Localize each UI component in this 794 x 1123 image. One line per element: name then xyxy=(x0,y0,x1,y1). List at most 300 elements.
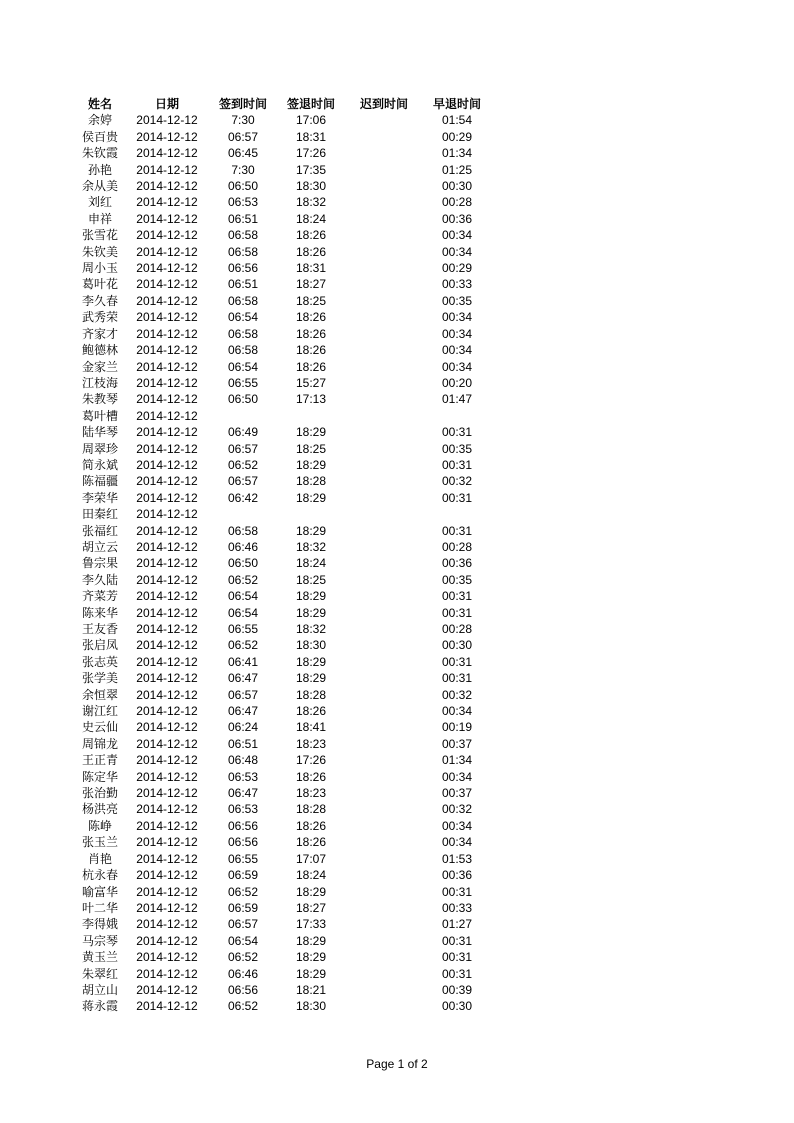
cell-late xyxy=(348,244,420,260)
table-header xyxy=(78,96,494,112)
cell-sign-out: 18:26 xyxy=(295,835,327,850)
cell-sign-in: 06:53 xyxy=(227,802,259,817)
cell-sign-out: 18:28 xyxy=(295,474,327,489)
header-late-time: 迟到时间 xyxy=(359,97,408,111)
cell-late xyxy=(348,490,420,506)
cell-late xyxy=(348,637,420,653)
cell-late xyxy=(348,211,420,227)
cell-late xyxy=(348,687,420,703)
cell-name: 李荣华 xyxy=(81,490,118,505)
cell-date: 2014-12-12 xyxy=(136,900,198,915)
table-row xyxy=(78,654,494,670)
cell-late xyxy=(348,359,420,375)
cell-name: 侯百贵 xyxy=(81,129,118,144)
cell-sign-in: 06:58 xyxy=(227,343,259,358)
cell-sign-in: 06:46 xyxy=(227,966,259,981)
cell-name: 刘红 xyxy=(87,195,112,210)
cell-early-leave: 00:31 xyxy=(441,966,473,981)
cell-late xyxy=(348,966,420,982)
cell-name: 鲁宗果 xyxy=(81,556,118,571)
cell-sign-out: 18:26 xyxy=(295,818,327,833)
cell-date: 2014-12-12 xyxy=(136,786,198,801)
cell-early-leave: 00:32 xyxy=(441,802,473,817)
header-name: 姓名 xyxy=(87,97,112,111)
cell-early-leave: 00:30 xyxy=(441,638,473,653)
cell-date: 2014-12-12 xyxy=(136,293,198,308)
table-row xyxy=(78,867,494,883)
table-row xyxy=(78,194,494,210)
cell-late xyxy=(348,473,420,489)
cell-date: 2014-12-12 xyxy=(136,966,198,981)
cell-late xyxy=(348,162,420,178)
cell-sign-in: 06:58 xyxy=(227,244,259,259)
cell-name: 张治勤 xyxy=(81,786,118,801)
table-row xyxy=(78,309,494,325)
cell-late xyxy=(348,260,420,276)
cell-sign-in: 06:52 xyxy=(227,884,259,899)
cell-late xyxy=(348,851,420,867)
cell-name: 朱钦美 xyxy=(81,244,118,259)
cell-late xyxy=(348,227,420,243)
cell-name: 胡立山 xyxy=(81,982,118,997)
cell-sign-out: 18:32 xyxy=(295,622,327,636)
cell-late xyxy=(348,342,420,358)
cell-name: 朱钦霞 xyxy=(81,146,118,161)
cell-sign-in: 06:47 xyxy=(227,786,259,801)
cell-sign-in: 06:58 xyxy=(227,523,259,538)
cell-date: 2014-12-12 xyxy=(136,507,198,522)
cell-date: 2014-12-12 xyxy=(136,556,198,571)
cell-sign-out: 18:29 xyxy=(295,490,327,505)
cell-sign-out: 18:26 xyxy=(295,704,327,719)
cell-sign-in: 06:58 xyxy=(227,293,259,308)
cell-sign-in: 06:57 xyxy=(227,917,259,932)
cell-date: 2014-12-12 xyxy=(136,326,198,341)
cell-late xyxy=(348,588,420,604)
cell-sign-in: 06:57 xyxy=(227,474,259,489)
cell-name: 孙艳 xyxy=(87,162,112,177)
cell-sign-out: 18:32 xyxy=(295,539,327,554)
cell-date: 2014-12-12 xyxy=(136,933,198,948)
cell-early-leave: 00:34 xyxy=(441,310,473,325)
table-row xyxy=(78,506,494,522)
cell-sign-out: 17:26 xyxy=(295,753,327,768)
cell-sign-out: 18:26 xyxy=(295,326,327,341)
cell-early-leave: 00:34 xyxy=(441,343,473,358)
table-row xyxy=(78,441,494,457)
table-row xyxy=(78,769,494,785)
cell-name: 余恒翠 xyxy=(81,687,118,702)
cell-sign-out: 18:25 xyxy=(295,572,327,587)
cell-date: 2014-12-12 xyxy=(136,490,198,505)
table-row xyxy=(78,588,494,604)
cell-early-leave: 00:34 xyxy=(441,704,473,719)
cell-sign-out: 18:29 xyxy=(295,425,327,440)
cell-late xyxy=(348,424,420,440)
cell-sign-out: 17:33 xyxy=(295,917,327,932)
cell-sign-in: 06:56 xyxy=(227,261,259,276)
cell-sign-out: 18:21 xyxy=(295,982,327,997)
cell-sign-in: 06:56 xyxy=(227,982,259,997)
table-row xyxy=(78,736,494,752)
cell-name: 申祥 xyxy=(87,211,112,226)
table-row xyxy=(78,949,494,965)
table-row xyxy=(78,834,494,850)
table-row xyxy=(78,703,494,719)
cell-sign-out: 18:41 xyxy=(295,720,327,735)
cell-early-leave: 00:31 xyxy=(441,884,473,899)
table-row xyxy=(78,162,494,178)
cell-early-leave: 00:20 xyxy=(441,375,473,390)
table-row xyxy=(78,457,494,473)
cell-date: 2014-12-12 xyxy=(136,425,198,440)
table-row xyxy=(78,884,494,900)
table-row xyxy=(78,293,494,309)
cell-date: 2014-12-12 xyxy=(136,228,198,243)
cell-date: 2014-12-12 xyxy=(136,835,198,850)
cell-name: 胡立云 xyxy=(81,539,118,554)
cell-sign-in: 06:59 xyxy=(227,900,259,915)
cell-sign-out: 18:29 xyxy=(295,654,327,669)
cell-early-leave: 00:35 xyxy=(441,441,473,456)
attendance-table xyxy=(78,96,494,1015)
table-row xyxy=(78,621,494,637)
cell-late xyxy=(348,408,420,424)
table-row xyxy=(78,145,494,161)
cell-sign-out: 18:24 xyxy=(295,556,327,571)
cell-late xyxy=(348,949,420,965)
cell-date: 2014-12-12 xyxy=(136,851,198,866)
cell-date: 2014-12-12 xyxy=(136,818,198,833)
cell-sign-in: 7:30 xyxy=(231,162,255,177)
cell-late xyxy=(348,326,420,342)
cell-late xyxy=(348,884,420,900)
cell-sign-in: 06:48 xyxy=(227,753,259,768)
cell-name: 周翠珍 xyxy=(81,441,118,456)
cell-name: 金家兰 xyxy=(81,359,118,374)
cell-name: 张玉兰 xyxy=(81,835,118,850)
cell-sign-in: 7:30 xyxy=(231,113,255,128)
table-row xyxy=(78,818,494,834)
cell-late xyxy=(348,145,420,161)
cell-early-leave: 00:28 xyxy=(441,622,473,636)
cell-late xyxy=(348,801,420,817)
cell-late xyxy=(348,867,420,883)
cell-early-leave: 00:31 xyxy=(441,605,473,620)
cell-name: 黄玉兰 xyxy=(81,950,118,965)
cell-early-leave: 00:32 xyxy=(441,474,473,489)
cell-early-leave: 00:28 xyxy=(441,539,473,554)
cell-early-leave: 01:54 xyxy=(441,113,473,128)
cell-early-leave: 00:33 xyxy=(441,900,473,915)
table-row xyxy=(78,276,494,292)
cell-sign-out: 18:30 xyxy=(295,638,327,653)
cell-early-leave: 00:35 xyxy=(441,293,473,308)
cell-late xyxy=(348,572,420,588)
cell-date: 2014-12-12 xyxy=(136,310,198,325)
table-row xyxy=(78,851,494,867)
cell-late xyxy=(348,441,420,457)
cell-sign-out: 15:27 xyxy=(295,375,327,390)
cell-sign-out: 18:29 xyxy=(295,933,327,948)
table-row xyxy=(78,900,494,916)
cell-late xyxy=(348,785,420,801)
table-row xyxy=(78,933,494,949)
cell-date: 2014-12-12 xyxy=(136,277,198,292)
cell-early-leave: 00:34 xyxy=(441,769,473,784)
cell-date: 2014-12-12 xyxy=(136,457,198,472)
cell-late xyxy=(348,309,420,325)
cell-name: 张志英 xyxy=(81,654,118,669)
cell-date: 2014-12-12 xyxy=(136,868,198,883)
cell-date: 2014-12-12 xyxy=(136,720,198,735)
table-row xyxy=(78,112,494,128)
cell-late xyxy=(348,834,420,850)
cell-date: 2014-12-12 xyxy=(136,950,198,965)
table-row xyxy=(78,966,494,982)
cell-date: 2014-12-12 xyxy=(136,999,198,1014)
cell-sign-out: 18:29 xyxy=(295,884,327,899)
cell-sign-in: 06:50 xyxy=(227,556,259,571)
cell-early-leave: 00:34 xyxy=(441,228,473,243)
cell-date: 2014-12-12 xyxy=(136,671,198,686)
cell-sign-out xyxy=(274,408,348,424)
cell-sign-in: 06:52 xyxy=(227,999,259,1014)
header-date: 日期 xyxy=(154,97,179,111)
cell-date: 2014-12-12 xyxy=(136,539,198,554)
table-row xyxy=(78,391,494,407)
cell-sign-out: 18:26 xyxy=(295,359,327,374)
cell-sign-out: 17:26 xyxy=(295,146,327,161)
cell-date: 2014-12-12 xyxy=(136,392,198,407)
cell-sign-out: 18:29 xyxy=(295,523,327,538)
cell-sign-out: 18:26 xyxy=(295,244,327,259)
cell-early-leave: 00:34 xyxy=(441,835,473,850)
cell-sign-in: 06:24 xyxy=(227,720,259,735)
cell-sign-in: 06:46 xyxy=(227,539,259,554)
table-row xyxy=(78,982,494,998)
cell-early-leave: 00:35 xyxy=(441,572,473,587)
cell-date: 2014-12-12 xyxy=(136,769,198,784)
cell-sign-out: 18:28 xyxy=(295,802,327,817)
cell-name: 陈福疆 xyxy=(81,474,118,489)
cell-early-leave xyxy=(420,408,494,424)
cell-sign-in: 06:54 xyxy=(227,589,259,604)
cell-late xyxy=(348,769,420,785)
cell-name: 葛叶花 xyxy=(81,277,118,292)
cell-date: 2014-12-12 xyxy=(136,687,198,702)
cell-early-leave: 00:32 xyxy=(441,687,473,702)
cell-early-leave: 00:37 xyxy=(441,786,473,801)
cell-name: 周小玉 xyxy=(81,261,118,276)
cell-early-leave: 00:29 xyxy=(441,129,473,144)
cell-early-leave: 00:28 xyxy=(441,195,473,210)
cell-early-leave: 01:47 xyxy=(441,392,473,407)
cell-name: 李得娥 xyxy=(81,917,118,932)
cell-sign-out: 17:06 xyxy=(295,113,327,128)
table-row xyxy=(78,572,494,588)
cell-early-leave: 00:34 xyxy=(441,244,473,259)
table-row xyxy=(78,178,494,194)
cell-sign-in: 06:50 xyxy=(227,179,259,194)
cell-date: 2014-12-12 xyxy=(136,474,198,489)
cell-name: 鲍德林 xyxy=(81,343,118,358)
cell-date: 2014-12-12 xyxy=(136,622,198,636)
cell-sign-out: 18:29 xyxy=(295,589,327,604)
cell-sign-in: 06:56 xyxy=(227,835,259,850)
header-sign-out-time: 签退时间 xyxy=(286,97,335,111)
cell-early-leave: 00:36 xyxy=(441,211,473,226)
cell-date: 2014-12-12 xyxy=(136,884,198,899)
cell-early-leave: 00:31 xyxy=(441,654,473,669)
cell-early-leave xyxy=(420,506,494,522)
cell-sign-in: 06:41 xyxy=(227,654,259,669)
cell-early-leave: 00:30 xyxy=(441,179,473,194)
cell-name: 谢江红 xyxy=(81,704,118,719)
table-row xyxy=(78,227,494,243)
cell-date: 2014-12-12 xyxy=(136,359,198,374)
cell-late xyxy=(348,391,420,407)
cell-sign-in: 06:57 xyxy=(227,687,259,702)
cell-late xyxy=(348,112,420,128)
cell-early-leave: 00:30 xyxy=(441,999,473,1014)
cell-sign-in: 06:58 xyxy=(227,228,259,243)
cell-late xyxy=(348,703,420,719)
cell-late xyxy=(348,719,420,735)
table-row xyxy=(78,129,494,145)
cell-sign-out: 17:13 xyxy=(295,392,327,407)
table-row xyxy=(78,359,494,375)
table-row xyxy=(78,326,494,342)
cell-sign-out: 18:29 xyxy=(295,605,327,620)
cell-date: 2014-12-12 xyxy=(136,704,198,719)
cell-sign-in: 06:55 xyxy=(227,375,259,390)
cell-sign-in: 06:45 xyxy=(227,146,259,161)
header-early-leave-time: 早退时间 xyxy=(432,97,481,111)
cell-early-leave: 00:33 xyxy=(441,277,473,292)
cell-sign-out: 18:29 xyxy=(295,457,327,472)
cell-sign-out: 17:07 xyxy=(295,851,327,866)
cell-sign-out: 18:23 xyxy=(295,786,327,801)
table-row xyxy=(78,719,494,735)
cell-late xyxy=(348,293,420,309)
cell-sign-out: 18:29 xyxy=(295,671,327,686)
cell-sign-out: 18:32 xyxy=(295,195,327,210)
table-row xyxy=(78,605,494,621)
cell-sign-in: 06:57 xyxy=(227,129,259,144)
cell-date: 2014-12-12 xyxy=(136,343,198,358)
cell-late xyxy=(348,818,420,834)
cell-sign-in: 06:51 xyxy=(227,736,259,751)
cell-date: 2014-12-12 xyxy=(136,146,198,161)
cell-sign-out: 18:26 xyxy=(295,769,327,784)
cell-name: 齐菜芳 xyxy=(81,589,118,604)
cell-date: 2014-12-12 xyxy=(136,129,198,144)
cell-sign-in: 06:58 xyxy=(227,326,259,341)
cell-date: 2014-12-12 xyxy=(136,802,198,817)
table-row xyxy=(78,211,494,227)
cell-late xyxy=(348,539,420,555)
cell-late xyxy=(348,457,420,473)
cell-late xyxy=(348,933,420,949)
cell-early-leave: 00:34 xyxy=(441,818,473,833)
cell-sign-out: 18:26 xyxy=(295,310,327,325)
table-row xyxy=(78,637,494,653)
cell-name: 张学美 xyxy=(81,671,118,686)
cell-sign-out: 18:25 xyxy=(295,441,327,456)
cell-sign-in: 06:51 xyxy=(227,277,259,292)
cell-sign-in: 06:51 xyxy=(227,211,259,226)
cell-sign-in: 06:56 xyxy=(227,818,259,833)
cell-sign-out: 18:28 xyxy=(295,687,327,702)
cell-date: 2014-12-12 xyxy=(136,654,198,669)
cell-late xyxy=(348,129,420,145)
table-row xyxy=(78,687,494,703)
cell-date: 2014-12-12 xyxy=(136,523,198,538)
table-row xyxy=(78,998,494,1014)
cell-early-leave: 00:31 xyxy=(441,933,473,948)
cell-name: 肖艳 xyxy=(87,851,112,866)
cell-name: 马宗琴 xyxy=(81,933,118,948)
cell-sign-in: 06:55 xyxy=(227,851,259,866)
cell-sign-out: 18:27 xyxy=(295,900,327,915)
table-row xyxy=(78,752,494,768)
cell-sign-in: 06:42 xyxy=(227,490,259,505)
cell-name: 张启凤 xyxy=(81,638,118,653)
table-row xyxy=(78,785,494,801)
cell-sign-out: 18:29 xyxy=(295,950,327,965)
cell-early-leave: 01:27 xyxy=(441,917,473,932)
table-row xyxy=(78,801,494,817)
cell-sign-in: 06:52 xyxy=(227,638,259,653)
table-row xyxy=(78,916,494,932)
cell-date: 2014-12-12 xyxy=(136,195,198,210)
cell-sign-out: 18:30 xyxy=(295,999,327,1014)
cell-name: 喻富华 xyxy=(81,884,118,899)
cell-early-leave: 01:25 xyxy=(441,162,473,177)
cell-early-leave: 00:31 xyxy=(441,425,473,440)
table-row xyxy=(78,555,494,571)
cell-early-leave: 00:34 xyxy=(441,326,473,341)
cell-sign-out: 18:26 xyxy=(295,343,327,358)
cell-name: 陆华琴 xyxy=(81,425,118,440)
cell-date: 2014-12-12 xyxy=(136,572,198,587)
cell-date: 2014-12-12 xyxy=(136,638,198,653)
cell-early-leave: 00:36 xyxy=(441,868,473,883)
attendance-sheet xyxy=(78,96,494,1015)
cell-name: 史云仙 xyxy=(81,720,118,735)
cell-sign-in: 06:49 xyxy=(227,425,259,440)
cell-name: 陈峥 xyxy=(87,818,112,833)
cell-sign-out: 18:24 xyxy=(295,211,327,226)
cell-sign-in: 06:55 xyxy=(227,622,259,636)
header-row xyxy=(78,96,494,112)
cell-early-leave: 00:34 xyxy=(441,359,473,374)
cell-early-leave: 01:53 xyxy=(441,851,473,866)
cell-sign-out: 18:31 xyxy=(295,261,327,276)
cell-name: 王正青 xyxy=(81,753,118,768)
cell-late xyxy=(348,670,420,686)
table-row xyxy=(78,408,494,424)
cell-early-leave: 01:34 xyxy=(441,753,473,768)
cell-sign-out: 18:26 xyxy=(295,228,327,243)
cell-late xyxy=(348,375,420,391)
cell-name: 杭永春 xyxy=(81,868,118,883)
cell-name: 陈定华 xyxy=(81,769,118,784)
cell-sign-in: 06:52 xyxy=(227,950,259,965)
cell-late xyxy=(348,276,420,292)
cell-sign-out: 18:27 xyxy=(295,277,327,292)
